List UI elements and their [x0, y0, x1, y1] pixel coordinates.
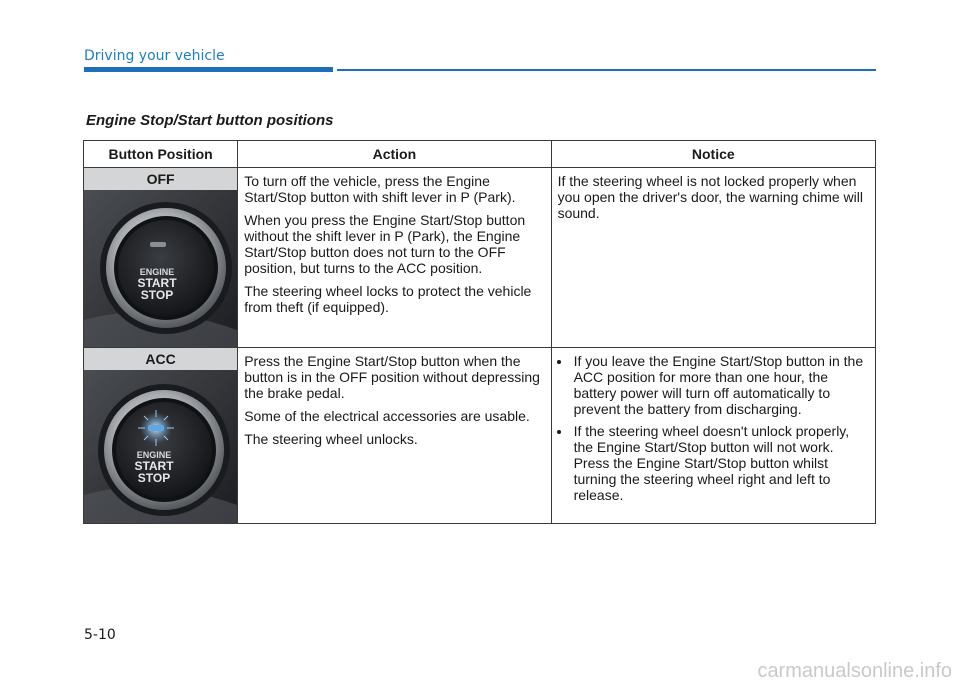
action-off-paragraph-1: To turn off the vehicle, press the Engine Start/Stop button with shift lever in P (Park).: [244, 173, 516, 205]
action-acc-paragraph-1: Press the Engine Start/Stop button when the button is in the OFF position without depressing the brake pedal.: [244, 353, 540, 401]
button-positions-table: [83, 140, 876, 524]
button-label-start-off: START: [137, 276, 177, 290]
indicator-light-off: [150, 242, 166, 247]
action-cell-off: [238, 168, 551, 348]
action-acc-paragraph-2: Some of the electrical accessories are usable.: [244, 408, 530, 424]
engine-start-stop-button-off-image: [84, 190, 237, 347]
table-row-off: [84, 168, 876, 348]
notice-off-paragraph-1: If the steering wheel is not locked properly when you open the driver's door, the warning chime will sound.: [557, 173, 863, 221]
table-row-acc: [84, 348, 876, 524]
notice-cell-off: [551, 168, 875, 348]
page-title: Engine Stop/Start button positions: [86, 112, 334, 129]
header-rule-thick: [84, 67, 333, 72]
watermark: carmanualsonline.info: [757, 660, 952, 682]
column-header-notice: Notice: [551, 141, 875, 168]
indicator-light-acc: [148, 425, 164, 431]
button-label-stop-off: STOP: [140, 288, 174, 302]
section-header: Driving your vehicle: [84, 48, 225, 64]
notice-cell-acc: [551, 348, 875, 524]
button-label-engine-off: ENGINE: [139, 267, 175, 277]
action-off-paragraph-3: The steering wheel locks to protect the vehicle from theft (if equipped).: [244, 283, 532, 315]
notice-acc-bullet-2: • If the steering wheel doesn't unlock properly, the Engine Start/Stop button will not work. Press the Engine Start/Stop button whilst turning the steering wheel right and left to release.: [572, 423, 869, 503]
engine-start-stop-button-acc-image: [84, 370, 237, 523]
notice-acc-bullet-1: • If you leave the Engine Start/Stop button in the ACC position for more than one hour, the battery power will turn off automatically to prevent the battery from discharging.: [572, 353, 869, 417]
position-cell-acc: [84, 348, 238, 524]
button-label-stop-acc: STOP: [137, 471, 171, 485]
column-header-position: Button Position: [84, 141, 238, 168]
action-off-paragraph-2: When you press the Engine Start/Stop button without the shift lever in P (Park), the Engine Start/Stop button does not turn to the OFF position, but turns to the ACC position.: [244, 212, 526, 276]
position-label-acc: ACC: [84, 348, 237, 370]
header-rule-thin: [337, 69, 876, 71]
action-acc-paragraph-3: The steering wheel unlocks.: [244, 431, 418, 447]
table-header-row: [84, 141, 876, 168]
page-number: 5-10: [84, 627, 116, 643]
button-label-engine-acc: ENGINE: [136, 450, 172, 460]
action-cell-acc: [238, 348, 551, 524]
button-label-start-acc: START: [134, 459, 174, 473]
notice-acc-list: [558, 353, 869, 503]
column-header-action: Action: [238, 141, 551, 168]
position-label-off: OFF: [84, 168, 237, 190]
position-cell-off: [84, 168, 238, 348]
